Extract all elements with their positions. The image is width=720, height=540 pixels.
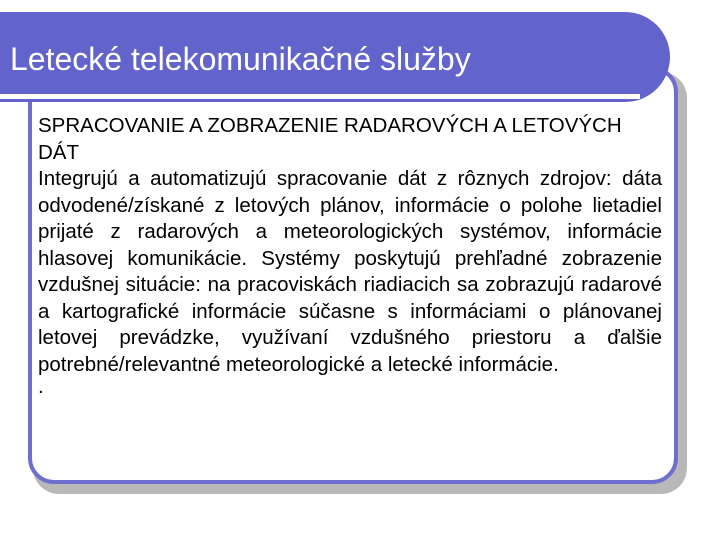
title-bar — [0, 12, 670, 102]
slide-title: Letecké telekomunikačné služby — [10, 41, 471, 77]
section-heading: SPRACOVANIE A ZOBRAZENIE RADAROVÝCH A LETOVÝCH DÁT — [38, 114, 622, 164]
slide-body — [38, 113, 662, 396]
body-paragraph: Integrujú a automatizujú spracovanie dát z rôznych zdrojov: dáta odvodené/získané z letových plánov, informácie o polohe lietadiel prijaté z radarových a meteorologických systémov, informácie hlasovej komunikácie. Systémy poskytujú prehľadné zobrazenie vzdušnej situácie: na pracoviskách riadiacich sa zobrazujú radarové a kartografické informácie súčasne s informáciami o plánovanej letovej prevádzke, využívaní vzdušného priestoru a ďalšie potrebné/relevantné meteorologické a letecké informácie. — [38, 167, 662, 376]
trailing-mark: . — [38, 375, 44, 398]
title-underline — [0, 94, 640, 99]
